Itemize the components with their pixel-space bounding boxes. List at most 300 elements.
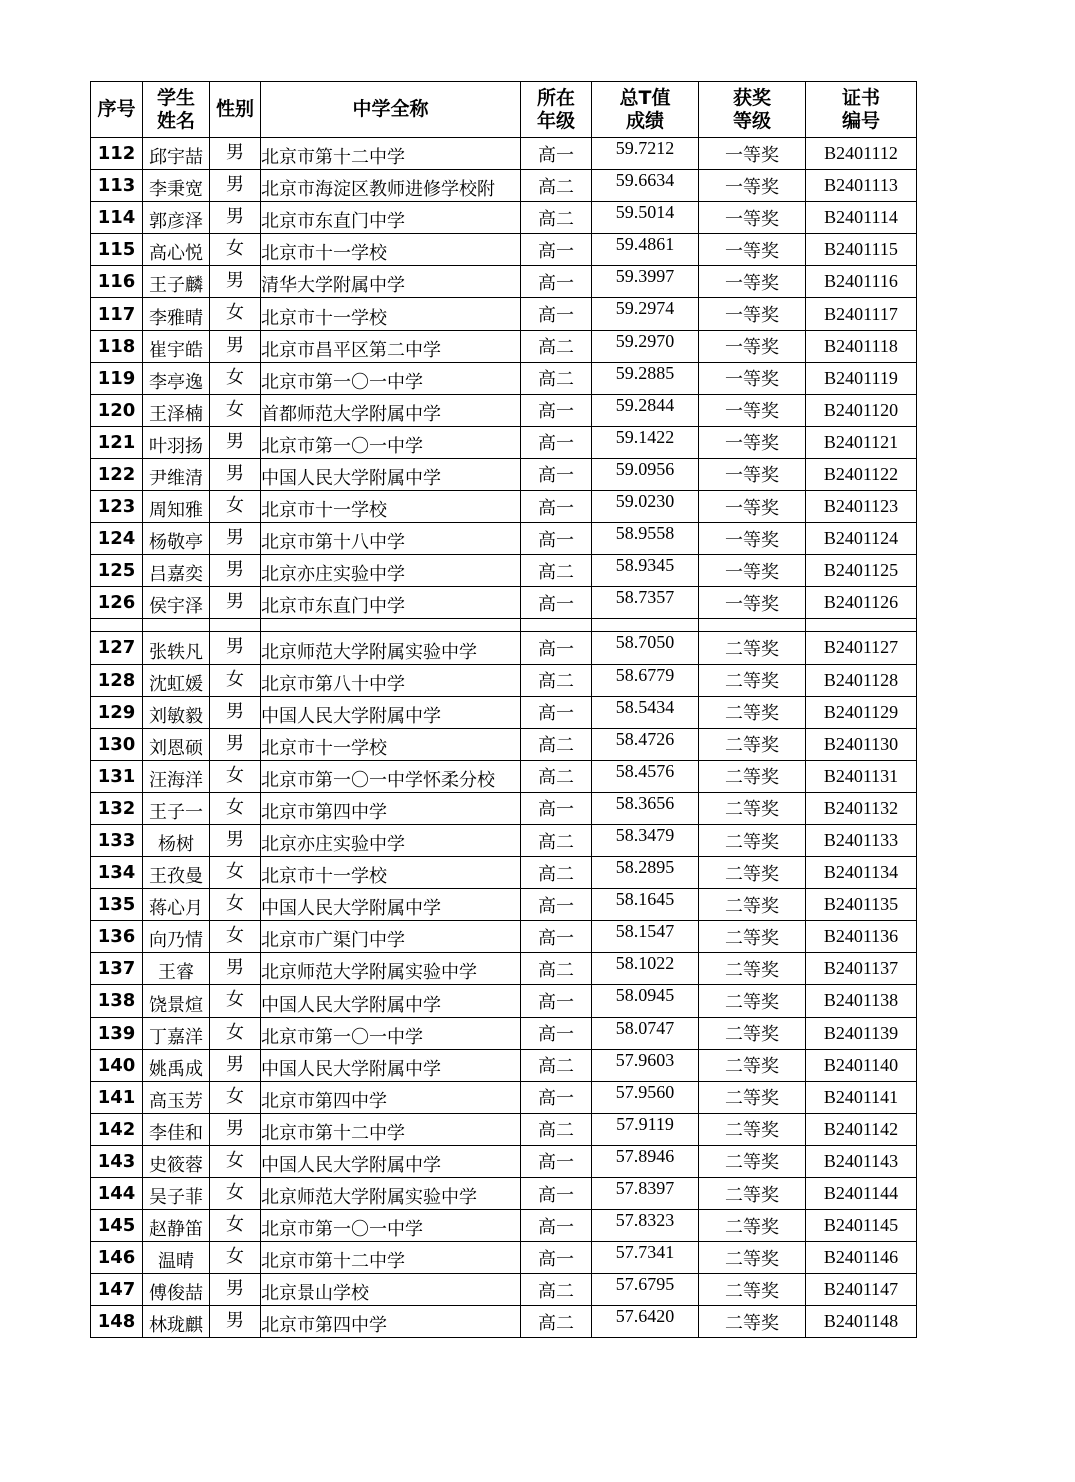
table-row	[91, 921, 917, 953]
cell-award: 一等奖	[699, 202, 806, 234]
cell-award: 二等奖	[699, 1113, 806, 1145]
cell-award: 二等奖	[699, 664, 806, 696]
cell-gender: 男	[210, 202, 261, 234]
cell-score: 59.0230	[592, 491, 699, 523]
cell-cert: B2401143	[806, 1145, 917, 1177]
cell-seq: 112	[91, 138, 143, 170]
cell-seq: 113	[91, 170, 143, 202]
cell-seq: 140	[91, 1049, 143, 1081]
cell-gender: 男	[210, 523, 261, 555]
cell-gender: 女	[210, 1242, 261, 1274]
table-row	[91, 330, 917, 362]
cell-school: 中国人民大学附属中学	[261, 458, 521, 490]
cell-name: 王泽楠	[143, 394, 210, 426]
cell-award: 二等奖	[699, 921, 806, 953]
cell-name: 崔宇皓	[143, 330, 210, 362]
cell-name: 叶羽扬	[143, 426, 210, 458]
cell-gender: 女	[210, 921, 261, 953]
cell-score: 58.3479	[592, 824, 699, 856]
cell-grade: 高二	[521, 362, 592, 394]
cell-cert: B2401113	[806, 170, 917, 202]
cell-seq: 129	[91, 696, 143, 728]
cell-name: 尹维清	[143, 458, 210, 490]
cell-gender: 女	[210, 1017, 261, 1049]
separator-cell	[143, 619, 210, 632]
cell-award: 一等奖	[699, 426, 806, 458]
cell-school: 北京市昌平区第二中学	[261, 330, 521, 362]
cell-cert: B2401140	[806, 1049, 917, 1081]
cell-school: 北京市海淀区教师进修学校附	[261, 170, 521, 202]
cell-name: 蒋心月	[143, 889, 210, 921]
cell-score: 58.1645	[592, 889, 699, 921]
cell-cert: B2401127	[806, 632, 917, 664]
cell-school: 北京市第一〇一中学	[261, 1210, 521, 1242]
cell-score: 59.1422	[592, 426, 699, 458]
table-row	[91, 632, 917, 664]
cell-school: 北京市第十二中学	[261, 1242, 521, 1274]
table-row	[91, 985, 917, 1017]
cell-award: 二等奖	[699, 824, 806, 856]
cell-gender: 男	[210, 138, 261, 170]
cell-cert: B2401121	[806, 426, 917, 458]
cell-score: 58.4726	[592, 728, 699, 760]
cell-score: 57.9603	[592, 1049, 699, 1081]
cell-name: 王孜曼	[143, 857, 210, 889]
cell-score: 57.8397	[592, 1178, 699, 1210]
cell-seq: 118	[91, 330, 143, 362]
cell-name: 吕嘉奕	[143, 555, 210, 587]
cell-seq: 143	[91, 1145, 143, 1177]
cell-name: 邱宇喆	[143, 138, 210, 170]
table-row	[91, 1049, 917, 1081]
cell-grade: 高二	[521, 1306, 592, 1338]
cell-grade: 高一	[521, 234, 592, 266]
cell-grade: 高一	[521, 1017, 592, 1049]
cell-school: 北京市十一学校	[261, 857, 521, 889]
cell-award: 二等奖	[699, 792, 806, 824]
cell-name: 温晴	[143, 1242, 210, 1274]
cell-seq: 147	[91, 1274, 143, 1306]
cell-grade: 高一	[521, 426, 592, 458]
cell-cert: B2401135	[806, 889, 917, 921]
cell-award: 二等奖	[699, 1242, 806, 1274]
cell-gender: 男	[210, 1049, 261, 1081]
cell-score: 58.6779	[592, 664, 699, 696]
cell-seq: 139	[91, 1017, 143, 1049]
cell-gender: 女	[210, 664, 261, 696]
cell-grade: 高一	[521, 1178, 592, 1210]
table-row	[91, 1017, 917, 1049]
cell-school: 北京亦庄实验中学	[261, 555, 521, 587]
cell-seq: 127	[91, 632, 143, 664]
cell-name: 侯宇泽	[143, 587, 210, 619]
cell-name: 沈虹媛	[143, 664, 210, 696]
cell-grade: 高一	[521, 632, 592, 664]
cell-cert: B2401138	[806, 985, 917, 1017]
table-row	[91, 298, 917, 330]
cell-school: 中国人民大学附属中学	[261, 985, 521, 1017]
cell-grade: 高一	[521, 1145, 592, 1177]
cell-cert: B2401123	[806, 491, 917, 523]
cell-school: 北京市东直门中学	[261, 202, 521, 234]
cell-gender: 女	[210, 1178, 261, 1210]
cell-cert: B2401148	[806, 1306, 917, 1338]
cell-seq: 119	[91, 362, 143, 394]
cell-name: 李雅晴	[143, 298, 210, 330]
cell-award: 二等奖	[699, 1081, 806, 1113]
cell-score: 57.9119	[592, 1113, 699, 1145]
cell-school: 中国人民大学附属中学	[261, 1145, 521, 1177]
cell-cert: B2401115	[806, 234, 917, 266]
cell-seq: 146	[91, 1242, 143, 1274]
table-row	[91, 426, 917, 458]
cell-grade: 高一	[521, 1081, 592, 1113]
separator-cell	[521, 619, 592, 632]
cell-score: 57.9560	[592, 1081, 699, 1113]
cell-gender: 男	[210, 824, 261, 856]
cell-score: 58.3656	[592, 792, 699, 824]
cell-award: 一等奖	[699, 394, 806, 426]
cell-grade: 高一	[521, 138, 592, 170]
cell-gender: 男	[210, 330, 261, 362]
cell-gender: 男	[210, 728, 261, 760]
cell-score: 58.1022	[592, 953, 699, 985]
cell-name: 李佳和	[143, 1113, 210, 1145]
cell-score: 57.6795	[592, 1274, 699, 1306]
cell-award: 一等奖	[699, 266, 806, 298]
cell-award: 一等奖	[699, 555, 806, 587]
cell-score: 59.2844	[592, 394, 699, 426]
table-row	[91, 824, 917, 856]
header-score: 总T值 成绩	[592, 82, 699, 138]
cell-seq: 126	[91, 587, 143, 619]
cell-award: 二等奖	[699, 1145, 806, 1177]
cell-award: 一等奖	[699, 458, 806, 490]
cell-seq: 123	[91, 491, 143, 523]
cell-gender: 男	[210, 1113, 261, 1145]
cell-score: 58.9345	[592, 555, 699, 587]
cell-grade: 高二	[521, 664, 592, 696]
cell-grade: 高一	[521, 985, 592, 1017]
cell-school: 北京师范大学附属实验中学	[261, 632, 521, 664]
cell-score: 58.9558	[592, 523, 699, 555]
cell-cert: B2401125	[806, 555, 917, 587]
cell-cert: B2401147	[806, 1274, 917, 1306]
table-row	[91, 1113, 917, 1145]
cell-seq: 138	[91, 985, 143, 1017]
cell-gender: 男	[210, 696, 261, 728]
table-row	[91, 1145, 917, 1177]
cell-cert: B2401114	[806, 202, 917, 234]
cell-grade: 高二	[521, 1049, 592, 1081]
cell-grade: 高二	[521, 170, 592, 202]
table-row	[91, 1242, 917, 1274]
cell-school: 北京市十一学校	[261, 234, 521, 266]
cell-cert: B2401124	[806, 523, 917, 555]
cell-seq: 122	[91, 458, 143, 490]
cell-score: 59.2885	[592, 362, 699, 394]
table-row	[91, 1081, 917, 1113]
cell-award: 二等奖	[699, 1210, 806, 1242]
separator-cell	[806, 619, 917, 632]
cell-school: 北京市十一学校	[261, 491, 521, 523]
cell-score: 58.5434	[592, 696, 699, 728]
cell-score: 58.2895	[592, 857, 699, 889]
cell-score: 59.5014	[592, 202, 699, 234]
cell-gender: 女	[210, 1081, 261, 1113]
cell-cert: B2401118	[806, 330, 917, 362]
cell-name: 赵静笛	[143, 1210, 210, 1242]
cell-school: 北京市第一〇一中学	[261, 426, 521, 458]
cell-name: 高玉芳	[143, 1081, 210, 1113]
table-row	[91, 1178, 917, 1210]
cell-school: 北京市十一学校	[261, 728, 521, 760]
cell-award: 二等奖	[699, 696, 806, 728]
cell-cert: B2401142	[806, 1113, 917, 1145]
cell-grade: 高一	[521, 458, 592, 490]
cell-cert: B2401126	[806, 587, 917, 619]
header-gender: 性别	[210, 82, 261, 138]
cell-seq: 145	[91, 1210, 143, 1242]
cell-name: 杨敬亭	[143, 523, 210, 555]
cell-school: 首都师范大学附属中学	[261, 394, 521, 426]
cell-cert: B2401130	[806, 728, 917, 760]
cell-grade: 高二	[521, 760, 592, 792]
cell-seq: 115	[91, 234, 143, 266]
cell-award: 二等奖	[699, 1017, 806, 1049]
cell-award: 一等奖	[699, 523, 806, 555]
cell-school: 中国人民大学附属中学	[261, 889, 521, 921]
cell-name: 丁嘉洋	[143, 1017, 210, 1049]
table-row	[91, 170, 917, 202]
cell-grade: 高二	[521, 555, 592, 587]
cell-seq: 124	[91, 523, 143, 555]
header-grade: 所在 年级	[521, 82, 592, 138]
cell-award: 二等奖	[699, 728, 806, 760]
cell-seq: 128	[91, 664, 143, 696]
header-name: 学生 姓名	[143, 82, 210, 138]
cell-name: 林珑麒	[143, 1306, 210, 1338]
cell-award: 二等奖	[699, 760, 806, 792]
cell-school: 北京市第四中学	[261, 1306, 521, 1338]
cell-cert: B2401128	[806, 664, 917, 696]
cell-school: 北京师范大学附属实验中学	[261, 1178, 521, 1210]
cell-gender: 男	[210, 555, 261, 587]
cell-seq: 130	[91, 728, 143, 760]
cell-name: 饶景煊	[143, 985, 210, 1017]
table-row	[91, 664, 917, 696]
cell-award: 一等奖	[699, 138, 806, 170]
cell-name: 姚禹成	[143, 1049, 210, 1081]
table-row	[91, 394, 917, 426]
cell-name: 李秉宽	[143, 170, 210, 202]
cell-score: 58.7357	[592, 587, 699, 619]
cell-school: 北京市第四中学	[261, 1081, 521, 1113]
cell-award: 二等奖	[699, 1049, 806, 1081]
cell-school: 北京市第十二中学	[261, 138, 521, 170]
cell-seq: 132	[91, 792, 143, 824]
cell-cert: B2401119	[806, 362, 917, 394]
cell-seq: 131	[91, 760, 143, 792]
cell-score: 58.0747	[592, 1017, 699, 1049]
cell-cert: B2401116	[806, 266, 917, 298]
cell-school: 北京市第四中学	[261, 792, 521, 824]
cell-score: 57.8323	[592, 1210, 699, 1242]
cell-seq: 114	[91, 202, 143, 234]
cell-seq: 133	[91, 824, 143, 856]
cell-gender: 男	[210, 1274, 261, 1306]
cell-award: 一等奖	[699, 491, 806, 523]
cell-seq: 121	[91, 426, 143, 458]
cell-cert: B2401141	[806, 1081, 917, 1113]
cell-name: 吴子菲	[143, 1178, 210, 1210]
cell-grade: 高二	[521, 330, 592, 362]
cell-score: 59.0956	[592, 458, 699, 490]
cell-award: 一等奖	[699, 298, 806, 330]
cell-gender: 男	[210, 587, 261, 619]
cell-school: 北京市第八十中学	[261, 664, 521, 696]
cell-grade: 高一	[521, 1242, 592, 1274]
cell-cert: B2401136	[806, 921, 917, 953]
cell-seq: 120	[91, 394, 143, 426]
cell-gender: 女	[210, 394, 261, 426]
table-row	[91, 760, 917, 792]
cell-award: 一等奖	[699, 587, 806, 619]
cell-school: 中国人民大学附属中学	[261, 696, 521, 728]
cell-cert: B2401133	[806, 824, 917, 856]
cell-seq: 117	[91, 298, 143, 330]
table-row	[91, 362, 917, 394]
table-row	[91, 458, 917, 490]
cell-grade: 高一	[521, 889, 592, 921]
cell-award: 二等奖	[699, 1178, 806, 1210]
cell-school: 北京市第一〇一中学怀柔分校	[261, 760, 521, 792]
cell-seq: 142	[91, 1113, 143, 1145]
cell-grade: 高一	[521, 298, 592, 330]
table-row	[91, 491, 917, 523]
cell-score: 59.2970	[592, 330, 699, 362]
cell-award: 二等奖	[699, 1274, 806, 1306]
separator-cell	[261, 619, 521, 632]
cell-cert: B2401146	[806, 1242, 917, 1274]
cell-name: 张轶凡	[143, 632, 210, 664]
cell-name: 杨树	[143, 824, 210, 856]
cell-name: 高心悦	[143, 234, 210, 266]
cell-gender: 女	[210, 889, 261, 921]
cell-cert: B2401134	[806, 857, 917, 889]
cell-gender: 男	[210, 953, 261, 985]
cell-award: 二等奖	[699, 857, 806, 889]
cell-grade: 高一	[521, 1210, 592, 1242]
table-body	[91, 138, 917, 1338]
cell-gender: 女	[210, 362, 261, 394]
cell-grade: 高二	[521, 202, 592, 234]
cell-cert: B2401112	[806, 138, 917, 170]
table-row	[91, 857, 917, 889]
cell-gender: 男	[210, 458, 261, 490]
cell-grade: 高一	[521, 266, 592, 298]
cell-cert: B2401139	[806, 1017, 917, 1049]
cell-gender: 男	[210, 1306, 261, 1338]
cell-name: 李亭逸	[143, 362, 210, 394]
cell-award: 二等奖	[699, 985, 806, 1017]
cell-grade: 高二	[521, 1113, 592, 1145]
section-separator-row	[91, 619, 917, 632]
cell-score: 57.6420	[592, 1306, 699, 1338]
separator-cell	[592, 619, 699, 632]
table-row	[91, 587, 917, 619]
cell-school: 北京亦庄实验中学	[261, 824, 521, 856]
table-row	[91, 792, 917, 824]
header-seq: 序号	[91, 82, 143, 138]
table-row	[91, 1306, 917, 1338]
header-row	[91, 82, 917, 138]
cell-gender: 男	[210, 632, 261, 664]
cell-school: 北京市第一〇一中学	[261, 362, 521, 394]
cell-gender: 女	[210, 857, 261, 889]
table-row	[91, 953, 917, 985]
cell-name: 刘恩硕	[143, 728, 210, 760]
cell-seq: 125	[91, 555, 143, 587]
cell-seq: 116	[91, 266, 143, 298]
cell-grade: 高一	[521, 523, 592, 555]
cell-school: 北京市十一学校	[261, 298, 521, 330]
cell-grade: 高二	[521, 857, 592, 889]
table-row	[91, 523, 917, 555]
cell-cert: B2401122	[806, 458, 917, 490]
cell-seq: 144	[91, 1178, 143, 1210]
cell-name: 周知雅	[143, 491, 210, 523]
cell-name: 汪海洋	[143, 760, 210, 792]
header-school: 中学全称	[261, 82, 521, 138]
cell-award: 二等奖	[699, 953, 806, 985]
table-row	[91, 728, 917, 760]
cell-cert: B2401131	[806, 760, 917, 792]
cell-award: 一等奖	[699, 170, 806, 202]
cell-gender: 女	[210, 1210, 261, 1242]
cell-gender: 女	[210, 792, 261, 824]
cell-grade: 高一	[521, 587, 592, 619]
cell-grade: 高二	[521, 1274, 592, 1306]
cell-seq: 137	[91, 953, 143, 985]
cell-seq: 141	[91, 1081, 143, 1113]
cell-name: 郭彦泽	[143, 202, 210, 234]
cell-score: 59.4861	[592, 234, 699, 266]
cell-grade: 高二	[521, 824, 592, 856]
cell-score: 58.0945	[592, 985, 699, 1017]
cell-cert: B2401129	[806, 696, 917, 728]
cell-grade: 高一	[521, 394, 592, 426]
cell-gender: 男	[210, 426, 261, 458]
table-row	[91, 696, 917, 728]
separator-cell	[91, 619, 143, 632]
cell-seq: 136	[91, 921, 143, 953]
cell-score: 58.1547	[592, 921, 699, 953]
table-row	[91, 1210, 917, 1242]
cell-gender: 女	[210, 760, 261, 792]
cell-school: 北京市第一〇一中学	[261, 1017, 521, 1049]
table-row	[91, 555, 917, 587]
cell-cert: B2401137	[806, 953, 917, 985]
cell-name: 王子一	[143, 792, 210, 824]
cell-gender: 女	[210, 1145, 261, 1177]
cell-seq: 134	[91, 857, 143, 889]
cell-gender: 女	[210, 298, 261, 330]
cell-grade: 高一	[521, 491, 592, 523]
cell-cert: B2401117	[806, 298, 917, 330]
cell-school: 北京市第十八中学	[261, 523, 521, 555]
table-row	[91, 138, 917, 170]
